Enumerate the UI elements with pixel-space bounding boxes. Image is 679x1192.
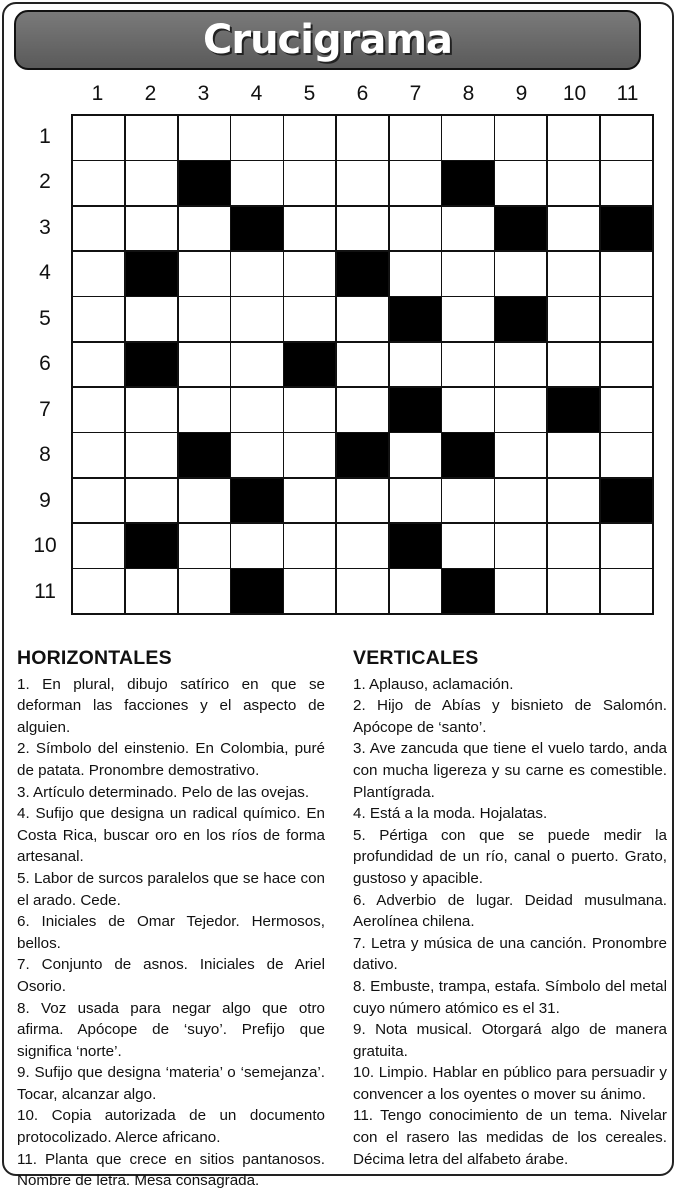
column-number: 8 <box>462 82 475 105</box>
clue-text: 10. Copia autorizada de un documento protocolizado. Alerce africano. <box>17 1107 325 1147</box>
answer-cell[interactable] <box>337 569 388 613</box>
answer-cell[interactable] <box>495 116 546 160</box>
answer-cell[interactable] <box>126 388 177 432</box>
black-square <box>390 297 441 341</box>
column-number: 11 <box>616 82 639 105</box>
column-numbers <box>71 80 654 108</box>
answer-cell[interactable] <box>601 433 652 477</box>
answer-cell[interactable] <box>179 388 230 432</box>
answer-cell[interactable] <box>601 252 652 296</box>
answer-cell[interactable] <box>548 524 599 568</box>
row-number: 3 <box>39 215 51 239</box>
clue-text: 7. Conjunto de asnos. Iniciales de Ariel Osorio. <box>17 956 325 995</box>
answer-cell[interactable] <box>126 569 177 613</box>
column-number: 1 <box>91 82 104 105</box>
answer-cell[interactable] <box>548 297 599 341</box>
answer-cell[interactable] <box>390 116 441 160</box>
answer-cell[interactable] <box>126 479 177 523</box>
answer-cell[interactable] <box>231 524 282 568</box>
answer-cell[interactable] <box>548 433 599 477</box>
answer-cell[interactable] <box>73 116 124 160</box>
clue-text: 8. Voz usada para negar algo que otro afirma. Apócope de ‘suyo’. Prefijo que significa ‘norte’. <box>17 999 325 1060</box>
clue-text: 2. Símbolo del einstenio. En Colombia, puré de patata. Pronombre demostrativo. <box>17 740 325 779</box>
vertical-heading: VERTICALES <box>353 647 479 669</box>
answer-cell[interactable] <box>179 252 230 296</box>
answer-cell[interactable] <box>231 388 282 432</box>
answer-cell[interactable] <box>73 343 124 387</box>
answer-cell[interactable] <box>231 116 282 160</box>
black-square <box>495 207 546 251</box>
clue-text: 8. Embuste, trampa, estafa. Símbolo del metal cuyo número atómico es el 31. <box>353 977 667 1017</box>
answer-cell[interactable] <box>390 343 441 387</box>
clue-text: 4. Está a la moda. Hojalatas. <box>353 805 548 823</box>
clue-text: 11. Tengo conocimiento de un tema. Nivelar con el rasero las medidas de los cereales. Décima letra del alfabeto árabe. <box>353 1107 667 1168</box>
black-square <box>179 433 230 477</box>
black-square <box>337 433 388 477</box>
answer-cell[interactable] <box>337 479 388 523</box>
clue-text: 6. Iniciales de Omar Tejedor. Hermosos, bellos. <box>17 913 325 952</box>
answer-cell[interactable] <box>442 297 493 341</box>
answer-cell[interactable] <box>284 569 335 613</box>
answer-cell[interactable] <box>284 116 335 160</box>
answer-cell[interactable] <box>179 297 230 341</box>
answer-cell[interactable] <box>337 116 388 160</box>
answer-cell[interactable] <box>284 252 335 296</box>
answer-cell[interactable] <box>126 161 177 205</box>
row-number: 8 <box>39 443 51 467</box>
answer-cell[interactable] <box>390 479 441 523</box>
answer-cell[interactable] <box>284 207 335 251</box>
answer-cell[interactable] <box>495 524 546 568</box>
black-square <box>231 207 282 251</box>
clue-text: 3. Artículo determinado. Pelo de las ovejas. <box>17 783 310 801</box>
answer-cell[interactable] <box>390 161 441 205</box>
answer-cell[interactable] <box>548 569 599 613</box>
answer-cell[interactable] <box>601 524 652 568</box>
row-number: 6 <box>39 352 51 376</box>
answer-cell[interactable] <box>495 479 546 523</box>
row-number: 5 <box>39 306 51 330</box>
answer-cell[interactable] <box>601 116 652 160</box>
answer-cell[interactable] <box>126 207 177 251</box>
column-number: 7 <box>409 82 422 105</box>
answer-cell[interactable] <box>495 343 546 387</box>
black-square <box>442 161 493 205</box>
column-number: 6 <box>356 82 369 105</box>
answer-cell[interactable] <box>284 524 335 568</box>
answer-cell[interactable] <box>548 116 599 160</box>
answer-cell[interactable] <box>601 343 652 387</box>
answer-cell[interactable] <box>601 388 652 432</box>
answer-cell[interactable] <box>73 479 124 523</box>
black-square <box>126 252 177 296</box>
answer-cell[interactable] <box>442 252 493 296</box>
answer-cell[interactable] <box>495 388 546 432</box>
answer-cell[interactable] <box>73 524 124 568</box>
clue-text: 7. Letra y música de una canción. Pronombre dativo. <box>353 934 667 974</box>
answer-cell[interactable] <box>601 161 652 205</box>
answer-cell[interactable] <box>390 252 441 296</box>
answer-cell[interactable] <box>284 433 335 477</box>
answer-cell[interactable] <box>495 433 546 477</box>
crossword-grid <box>71 114 654 615</box>
answer-cell[interactable] <box>231 343 282 387</box>
answer-cell[interactable] <box>126 433 177 477</box>
answer-cell[interactable] <box>337 161 388 205</box>
answer-cell[interactable] <box>337 388 388 432</box>
clue-text: 3. Ave zancuda que tiene el vuelo tardo, anda con mucha ligereza y su carne es comestible. Plantígrada. <box>353 740 667 801</box>
answer-cell[interactable] <box>442 343 493 387</box>
black-square <box>231 569 282 613</box>
answer-cell[interactable] <box>442 116 493 160</box>
answer-cell[interactable] <box>390 569 441 613</box>
answer-cell[interactable] <box>73 207 124 251</box>
answer-cell[interactable] <box>548 207 599 251</box>
clue-text: 5. Labor de surcos paralelos que se hace con el arado. Cede. <box>17 869 325 909</box>
clue-text: 11. Planta que crece en sitios pantanosos. Nombre de letra. Mesa consagrada. <box>17 1150 325 1190</box>
column-number: 5 <box>303 82 316 105</box>
clue-text: 6. Adverbio de lugar. Deidad musulmana. Aerolínea chilena. <box>353 891 667 931</box>
black-square <box>548 388 599 432</box>
answer-cell[interactable] <box>495 569 546 613</box>
answer-cell[interactable] <box>179 207 230 251</box>
black-square <box>601 207 652 251</box>
row-number: 1 <box>39 124 51 148</box>
answer-cell[interactable] <box>231 252 282 296</box>
column-number: 4 <box>250 82 263 105</box>
answer-cell[interactable] <box>601 569 652 613</box>
title-banner <box>14 10 641 70</box>
black-square <box>231 479 282 523</box>
row-number: 7 <box>39 397 51 421</box>
clue-text: 4. Sufijo que designa un radical químico. En Costa Rica, buscar oro en los ríos de forma artesanal. <box>17 805 325 866</box>
black-square <box>601 479 652 523</box>
column-number: 2 <box>144 82 157 105</box>
row-number: 4 <box>39 261 51 285</box>
row-number: 2 <box>39 170 51 194</box>
answer-cell[interactable] <box>601 297 652 341</box>
answer-cell[interactable] <box>548 479 599 523</box>
answer-cell[interactable] <box>73 388 124 432</box>
black-square <box>126 343 177 387</box>
black-square <box>390 524 441 568</box>
black-square <box>179 161 230 205</box>
answer-cell[interactable] <box>390 207 441 251</box>
answer-cell[interactable] <box>337 297 388 341</box>
clue-text: 5. Pértiga con que se puede medir la profundidad de un río, canal o puerto. Grato, gustoso y apacible. <box>353 826 667 887</box>
horizontal-heading: HORIZONTALES <box>17 647 172 669</box>
clue-text: 1. En plural, dibujo satírico en que se deforman las facciones y el aspecto de alguien. <box>17 675 325 736</box>
answer-cell[interactable] <box>179 479 230 523</box>
row-number: 9 <box>39 488 51 512</box>
answer-cell[interactable] <box>548 343 599 387</box>
answer-cell[interactable] <box>337 207 388 251</box>
black-square <box>442 433 493 477</box>
answer-cell[interactable] <box>284 388 335 432</box>
answer-cell[interactable] <box>337 343 388 387</box>
answer-cell[interactable] <box>442 524 493 568</box>
row-numbers <box>22 114 68 618</box>
black-square <box>390 388 441 432</box>
answer-cell[interactable] <box>179 569 230 613</box>
answer-cell[interactable] <box>179 116 230 160</box>
answer-cell[interactable] <box>73 252 124 296</box>
horizontal-clues <box>17 648 325 1192</box>
answer-cell[interactable] <box>126 297 177 341</box>
column-number: 3 <box>197 82 210 105</box>
answer-cell[interactable] <box>284 479 335 523</box>
column-number: 10 <box>562 82 587 105</box>
answer-cell[interactable] <box>231 161 282 205</box>
answer-cell[interactable] <box>548 161 599 205</box>
answer-cell[interactable] <box>126 116 177 160</box>
row-number: 11 <box>34 579 56 603</box>
clue-text: 9. Sufijo que designa ‘materia’ o ‘semejanza’. Tocar, alcanzar algo. <box>17 1064 325 1103</box>
answer-cell[interactable] <box>284 297 335 341</box>
answer-cell[interactable] <box>442 479 493 523</box>
black-square <box>337 252 388 296</box>
answer-cell[interactable] <box>231 297 282 341</box>
black-square <box>442 569 493 613</box>
clue-text: 1. Aplauso, aclamación. <box>353 675 514 693</box>
answer-cell[interactable] <box>548 252 599 296</box>
clue-text: 9. Nota musical. Otorgará algo de manera gratuita. <box>353 1021 667 1060</box>
page-title: Crucigrama <box>202 17 452 63</box>
answer-cell[interactable] <box>284 161 335 205</box>
answer-cell[interactable] <box>179 343 230 387</box>
clue-text: 10. Limpio. Hablar en público para persuadir y convencer a los oyentes o mover su ánimo. <box>353 1064 667 1103</box>
answer-cell[interactable] <box>231 433 282 477</box>
column-number: 9 <box>515 82 528 105</box>
answer-cell[interactable] <box>337 524 388 568</box>
answer-cell[interactable] <box>73 433 124 477</box>
answer-cell[interactable] <box>442 388 493 432</box>
answer-cell[interactable] <box>442 207 493 251</box>
answer-cell[interactable] <box>495 161 546 205</box>
black-square <box>284 343 335 387</box>
answer-cell[interactable] <box>495 252 546 296</box>
black-square <box>495 297 546 341</box>
answer-cell[interactable] <box>73 569 124 613</box>
clue-text: 2. Hijo de Abías y bisnieto de Salomón. Apócope de ‘santo’. <box>353 697 667 736</box>
answer-cell[interactable] <box>73 161 124 205</box>
answer-cell[interactable] <box>73 297 124 341</box>
black-square <box>126 524 177 568</box>
vertical-clues <box>353 648 667 1170</box>
answer-cell[interactable] <box>179 524 230 568</box>
answer-cell[interactable] <box>390 433 441 477</box>
row-number: 10 <box>33 534 57 558</box>
